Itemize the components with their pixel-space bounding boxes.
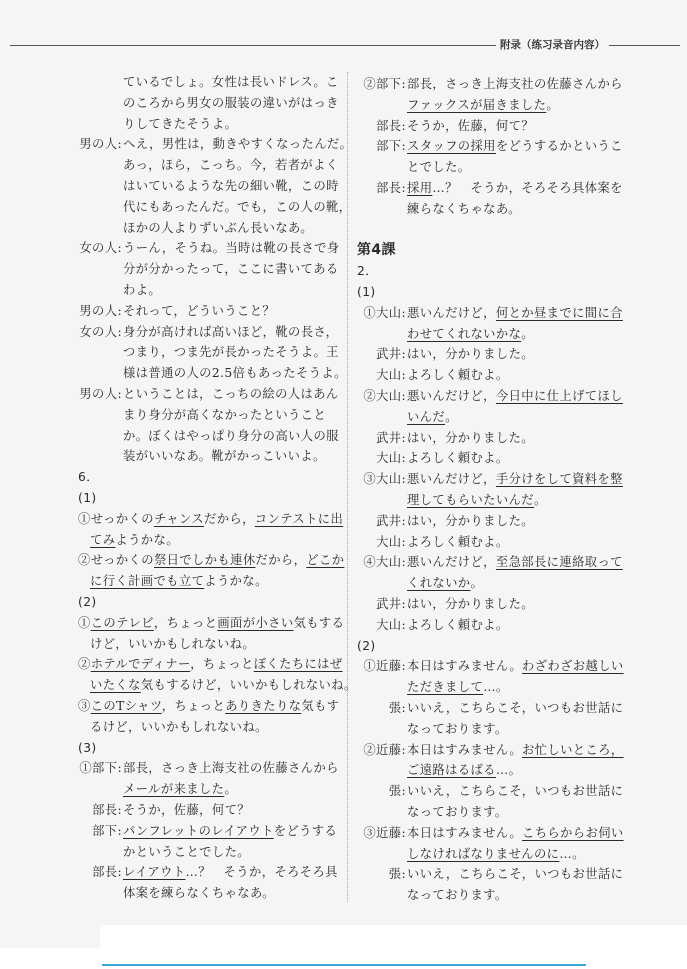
- speaker-label: 張:: [388, 867, 406, 882]
- speaker-label: 武井:: [376, 597, 406, 611]
- text-segment: 。: [470, 576, 484, 591]
- speaker-label: 女の人:: [79, 324, 122, 339]
- underlined-phrase: ありきたりな: [225, 699, 302, 713]
- text-line: [363, 740, 624, 760]
- underlined-phrase: スタッフの採用: [407, 139, 496, 154]
- text-line: [123, 883, 275, 903]
- underlined-phrase: 理してもらいたいんだ: [407, 493, 534, 507]
- text-segment: 様は普通の人の2.5倍もあったそうよ。: [123, 366, 347, 381]
- underlined-phrase: ご遠路はるばる: [407, 763, 496, 778]
- text-segment: けど，いいかもしれないね。: [90, 636, 256, 651]
- text-line: [123, 72, 339, 92]
- text-segment: だから，: [204, 511, 255, 526]
- text-segment: ，ちょっと: [161, 699, 226, 713]
- text-segment: か。ぼくはやっぱり身分の高い人の服: [123, 428, 339, 443]
- text-line: [407, 95, 559, 115]
- text-segment: とでした。: [407, 160, 471, 175]
- text-line: [123, 259, 339, 279]
- text-segment: 。: [224, 782, 238, 797]
- speaker-label: ③近藤:: [363, 825, 406, 840]
- text-line: [376, 511, 534, 531]
- underlined-phrase: てみ: [90, 532, 116, 547]
- text-segment: (1): [78, 491, 97, 505]
- text-line: [90, 675, 357, 695]
- underlined-phrase: くれないか: [407, 576, 471, 591]
- text-line: [79, 758, 339, 778]
- text-segment: 6．: [78, 470, 99, 485]
- speaker-label: 武井:: [376, 513, 406, 528]
- text-segment: いいえ，こちらこそ，いつもお世話に: [407, 867, 624, 882]
- text-line: [407, 324, 534, 344]
- text-line: [407, 490, 547, 510]
- text-line: [92, 800, 250, 820]
- underlined-phrase: 祭日でしかも連休: [153, 553, 256, 568]
- text-line: [79, 322, 339, 342]
- text-line: [407, 719, 508, 739]
- text-line: [90, 717, 268, 737]
- text-line: [407, 802, 508, 822]
- speaker-label: ①部下:: [79, 761, 122, 776]
- text-line: [123, 114, 237, 134]
- text-line: [123, 155, 338, 175]
- text-line: [407, 760, 521, 780]
- speaker-label: ④大山:: [363, 555, 406, 570]
- text-segment: 本日はすみません。: [407, 742, 523, 757]
- text-segment: (2): [78, 595, 97, 609]
- text-segment: ほかの人よりずいぶん長いなあ。: [123, 220, 313, 235]
- text-line: [376, 448, 509, 468]
- text-line: [123, 426, 339, 446]
- text-line: [123, 446, 326, 466]
- text-line: [123, 405, 326, 425]
- text-segment: 悪いんだけど，: [407, 305, 496, 320]
- text-line: [363, 823, 624, 843]
- text-line: [363, 469, 623, 489]
- text-line: [78, 696, 339, 716]
- text-line: [388, 698, 624, 718]
- text-line: [79, 134, 353, 154]
- underlined-phrase: レイアウト: [123, 865, 186, 880]
- text-line: [123, 779, 237, 799]
- text-segment: …。: [495, 763, 522, 778]
- underlined-phrase: ホテルでディナー: [90, 657, 191, 672]
- text-line: [407, 885, 508, 905]
- text-segment: 気もするけど，いいかもしれないね。: [140, 678, 357, 693]
- text-segment: ①せっかくの: [78, 511, 154, 526]
- text-segment: そうか，佐藤，何て？: [123, 803, 250, 817]
- speaker-label: 男の人:: [79, 303, 122, 318]
- text-segment: かということでした。: [123, 844, 250, 859]
- text-line: [363, 386, 623, 406]
- text-line: [363, 656, 624, 676]
- text-segment: …。: [483, 680, 509, 695]
- text-segment: 。: [445, 409, 458, 424]
- underlined-phrase: 今日中に仕上げてほし: [495, 389, 623, 403]
- text-line: [407, 844, 585, 864]
- text-segment: るけど，いいかもしれないね。: [90, 719, 268, 734]
- text-line: [376, 615, 509, 635]
- running-header: 附录（练习录音内容）: [496, 37, 609, 52]
- text-segment: のころから男女の服装の違いがはっき: [123, 95, 339, 110]
- page-edge: [0, 925, 100, 948]
- text-segment: いいえ，こちらこそ，いつもお世話に: [407, 701, 624, 715]
- text-segment: をどうする: [273, 823, 338, 838]
- speaker-label: 男の人:: [79, 137, 122, 152]
- text-segment: 2．: [357, 264, 378, 279]
- speaker-label: 女の人:: [79, 241, 122, 256]
- text-line: [388, 781, 624, 801]
- text-segment: へえ，男性は，動きやすくなったんだ。: [123, 137, 353, 152]
- text-line: [376, 365, 509, 385]
- text-segment: ということは，こっちの絵の人はあん: [123, 387, 339, 401]
- speaker-label: 部長:: [376, 181, 406, 195]
- text-segment: はい，分かりました。: [407, 597, 534, 611]
- text-segment: ②せっかくの: [78, 553, 154, 568]
- text-segment: よろしく頼むよ。: [407, 368, 509, 383]
- text-segment: ②: [78, 657, 91, 672]
- underlined-phrase: 何とか昼までに間に合: [495, 305, 623, 320]
- text-line: [376, 594, 534, 614]
- underlined-phrase: こちらからお伺い: [522, 825, 624, 840]
- text-segment: あっ，ほら，こっち。今，若者がよく: [123, 158, 339, 173]
- text-segment: 悪いんだけど，: [407, 472, 496, 487]
- underlined-phrase: いたくな: [90, 678, 141, 693]
- text-line: [376, 136, 623, 156]
- underlined-phrase: コンテストに出: [254, 511, 344, 526]
- text-line: [388, 864, 624, 884]
- section-heading: [78, 467, 99, 487]
- underlined-phrase: 画面が小さい: [217, 615, 294, 630]
- speaker-label: 大山:: [376, 617, 406, 632]
- underlined-phrase: このテレビ: [90, 615, 154, 630]
- text-segment: 本日はすみません。: [407, 825, 523, 840]
- underlined-phrase: お忙しいところ，: [522, 742, 624, 757]
- text-segment: なっております。: [407, 805, 508, 819]
- text-segment: なっております。: [407, 721, 508, 736]
- section-heading: [78, 592, 97, 612]
- text-segment: ようかな。: [204, 574, 268, 589]
- text-line: [92, 862, 338, 882]
- text-segment: をどうするかというこ: [495, 139, 623, 154]
- text-line: [79, 384, 339, 404]
- speaker-label: 部長:: [92, 803, 122, 817]
- section-heading: [357, 282, 376, 302]
- text-segment: (2): [357, 638, 376, 653]
- text-line: [376, 428, 534, 448]
- text-segment: いいえ，こちらこそ，いつもお世話に: [407, 784, 624, 799]
- underlined-phrase: このTシャツ: [90, 699, 162, 713]
- underlined-phrase: わせてくれないかな: [407, 326, 522, 341]
- underlined-phrase: どこか: [306, 553, 345, 568]
- underlined-phrase: メールが来ました: [123, 782, 225, 797]
- text-segment: …？ そうか，そろそろ具体案を: [432, 181, 623, 195]
- text-segment: 装がいいなあ。靴がかっこいいよ。: [123, 449, 326, 464]
- text-segment: 練らなくちゃなあ。: [407, 201, 521, 216]
- text-segment: ようかな。: [115, 532, 179, 547]
- text-segment: わよ。: [123, 283, 162, 297]
- text-segment: はい，分かりました。: [407, 513, 534, 528]
- text-segment: だから，: [255, 553, 307, 568]
- speaker-label: 大山:: [376, 368, 406, 383]
- text-segment: そうか，佐藤，何て？: [407, 118, 534, 133]
- text-segment: ，ちょっと: [190, 657, 254, 672]
- text-segment: はいているような先の細い靴，この時: [123, 179, 339, 193]
- text-line: [376, 178, 623, 198]
- speaker-label: 武井:: [376, 430, 406, 445]
- text-segment: 部長，さっき上海支社の佐藤さんから: [123, 761, 339, 776]
- text-line: [79, 238, 340, 258]
- speaker-label: ②近藤:: [363, 742, 406, 757]
- text-segment: なっております。: [407, 888, 508, 903]
- speaker-label: ②部下:: [363, 77, 406, 91]
- speaker-label: 張:: [388, 784, 406, 799]
- text-segment: 。: [546, 97, 560, 112]
- speaker-label: ③大山:: [363, 472, 406, 487]
- underlined-phrase: 採用: [407, 181, 433, 195]
- text-line: [407, 157, 471, 177]
- text-segment: 第4課: [357, 242, 396, 259]
- underlined-phrase: パンフレットのレイアウト: [123, 823, 274, 838]
- text-segment: それって，どういうこと？: [123, 303, 276, 318]
- text-segment: …。: [559, 846, 585, 861]
- text-segment: 。: [521, 326, 534, 341]
- speaker-label: ①近藤:: [363, 659, 406, 674]
- text-segment: 代にもあったんだ。でも，この人の靴，: [123, 199, 352, 214]
- text-segment: …？ そうか，そろそろ具: [185, 865, 338, 880]
- text-segment: 体案を練らなくちゃなあ。: [123, 886, 275, 901]
- speaker-label: ①大山:: [363, 305, 406, 320]
- speaker-label: 大山:: [376, 534, 406, 549]
- underlined-phrase: チャンス: [153, 511, 204, 526]
- speaker-label: 部長:: [92, 865, 122, 880]
- text-line: [78, 509, 343, 529]
- text-segment: 悪いんだけど，: [407, 555, 496, 570]
- text-line: [90, 571, 268, 591]
- text-segment: はい，分かりました。: [407, 430, 534, 445]
- text-segment: 気もする: [293, 615, 345, 630]
- underlined-phrase: いんだ: [407, 409, 446, 424]
- speaker-label: 部下:: [376, 139, 406, 154]
- text-segment: 。: [533, 493, 547, 507]
- section-heading: [78, 488, 97, 508]
- text-segment: よろしく頼むよ。: [407, 451, 509, 466]
- underlined-phrase: 手分けをして資料を整: [495, 472, 623, 487]
- underlined-phrase: 至急部長に連絡取って: [495, 555, 623, 570]
- text-line: [123, 176, 339, 196]
- text-line: [123, 363, 347, 383]
- section-heading: [78, 738, 97, 758]
- underlined-phrase: に行く計画でも立て: [90, 574, 205, 589]
- text-segment: はい，分かりました。: [407, 347, 534, 362]
- speaker-label: 張:: [388, 701, 406, 715]
- text-line: [90, 530, 179, 550]
- text-line: [90, 634, 255, 654]
- speaker-label: 武井:: [376, 347, 406, 362]
- text-segment: よろしく頼むよ。: [407, 617, 509, 632]
- text-line: [363, 74, 623, 94]
- underlined-phrase: わざわざお越しい: [522, 659, 624, 674]
- text-segment: うーん，そうね。当時は靴の長さで身: [123, 241, 340, 256]
- text-line: [92, 821, 338, 841]
- speaker-label: 部下:: [92, 823, 122, 838]
- text-line: [407, 677, 509, 697]
- speaker-label: 部長:: [376, 118, 406, 133]
- text-segment: りしてきたそうよ。: [123, 116, 238, 131]
- lesson-title: [357, 240, 396, 260]
- speaker-label: 男の人:: [79, 387, 122, 401]
- text-line: [78, 613, 344, 633]
- text-line: [123, 842, 250, 862]
- underlined-phrase: しなければなりませんのに: [407, 846, 560, 861]
- underlined-phrase: ファックスが届きました: [407, 97, 547, 112]
- text-segment: ①: [78, 615, 91, 630]
- section-heading: [357, 261, 378, 281]
- text-segment: まり身分が高くなかったということ: [123, 407, 327, 422]
- text-segment: 分が分かったって，ここに書いてある: [123, 262, 339, 277]
- blue-rule: [102, 964, 586, 966]
- text-segment: つまり，つま先が長かったそうよ。王: [123, 345, 339, 360]
- speaker-label: ②大山:: [363, 389, 406, 403]
- text-line: [363, 303, 623, 323]
- text-segment: ③: [78, 699, 91, 713]
- text-line: [123, 342, 339, 362]
- underlined-phrase: ただきまして: [407, 680, 484, 695]
- text-line: [376, 116, 534, 136]
- text-segment: 部長，さっき上海支社の佐藤さんから: [407, 77, 623, 91]
- text-line: [123, 197, 351, 217]
- underlined-phrase: ぼくたちにはぜ: [253, 657, 343, 672]
- text-line: [123, 218, 313, 238]
- text-segment: 気もす: [301, 699, 340, 713]
- text-line: [78, 654, 343, 674]
- text-line: [363, 552, 623, 572]
- text-line: [123, 93, 339, 113]
- speaker-label: 大山:: [376, 451, 406, 466]
- text-line: [78, 550, 344, 570]
- section-heading: [357, 636, 376, 656]
- text-segment: ，ちょっと: [153, 615, 218, 630]
- text-segment: 悪いんだけど，: [407, 389, 496, 403]
- text-line: [376, 532, 509, 552]
- text-segment: よろしく頼むよ。: [407, 534, 509, 549]
- text-line: [376, 344, 534, 364]
- text-segment: 本日はすみません。: [407, 659, 523, 674]
- text-line: [123, 280, 161, 300]
- text-line: [407, 573, 483, 593]
- text-segment: (3): [78, 740, 97, 755]
- text-line: [407, 199, 521, 219]
- text-line: [79, 301, 276, 321]
- text-segment: ているでしょ。女性は長いドレス。こ: [123, 75, 339, 89]
- text-segment: (1): [357, 285, 376, 299]
- text-line: [407, 407, 458, 427]
- text-segment: 身分が高ければ高いほど，靴の長さ，: [123, 324, 339, 339]
